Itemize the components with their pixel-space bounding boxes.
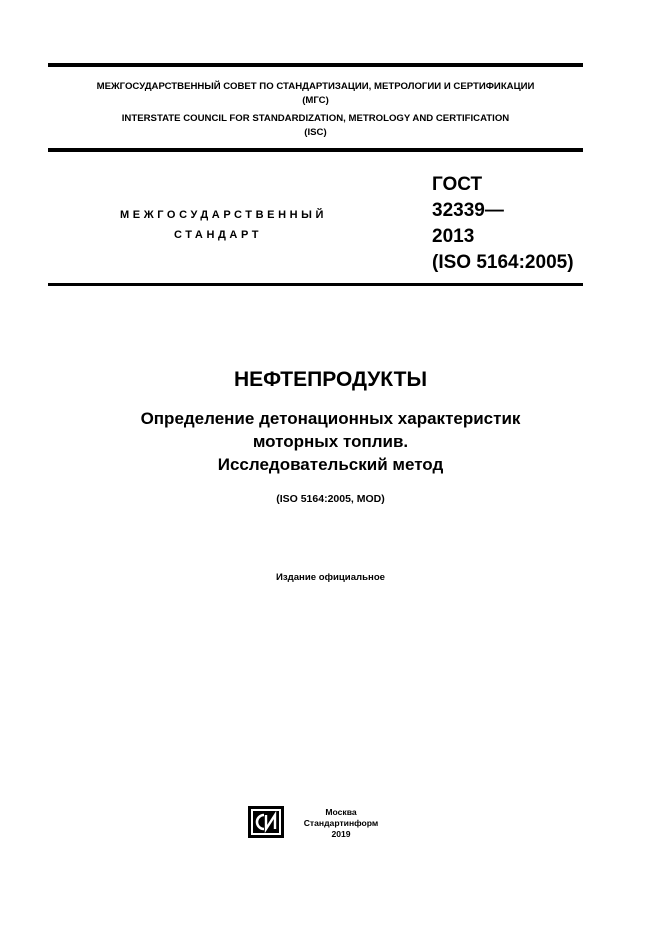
standartinform-logo-icon bbox=[248, 806, 284, 838]
gost-iso-ref: (ISO 5164:2005) bbox=[432, 252, 574, 273]
publisher-name: Стандартинформ bbox=[303, 818, 379, 828]
document-subtitle-line3: Исследовательский метод bbox=[217, 455, 444, 474]
iso-reference: (ISO 5164:2005, MOD) bbox=[276, 493, 385, 505]
standard-type-line1: МЕЖГОСУДАРСТВЕННЫЙ bbox=[120, 209, 328, 221]
gost-year: 2013 bbox=[432, 226, 475, 247]
publisher-year: 2019 bbox=[331, 829, 351, 839]
council-ru-line: МЕЖГОСУДАРСТВЕННЫЙ СОВЕТ ПО СТАНДАРТИЗАЦИИ, МЕТРОЛОГИИ И СЕРТИФИКАЦИИ bbox=[96, 81, 535, 92]
gost-label: ГОСТ bbox=[432, 174, 483, 195]
document-subtitle-line1: Определение детонационных характеристик bbox=[140, 409, 521, 428]
council-en-abbr: (ISC) bbox=[304, 127, 327, 138]
document-subtitle-line2: моторных топлив. bbox=[252, 432, 409, 451]
top-rule bbox=[48, 63, 583, 67]
header-bottom-rule bbox=[48, 283, 583, 286]
council-bottom-rule bbox=[48, 148, 583, 152]
council-en-line: INTERSTATE COUNCIL FOR STANDARDIZATION, METROLOGY AND CERTIFICATION bbox=[121, 113, 510, 124]
gost-number: 32339— bbox=[432, 200, 504, 221]
document-title: НЕФТЕПРОДУКТЫ bbox=[233, 368, 428, 391]
council-ru-abbr: (МГС) bbox=[302, 95, 329, 106]
standard-type-line2: СТАНДАРТ bbox=[174, 229, 263, 241]
edition-note: Издание официальное bbox=[275, 572, 386, 583]
publisher-city: Москва bbox=[325, 807, 357, 817]
